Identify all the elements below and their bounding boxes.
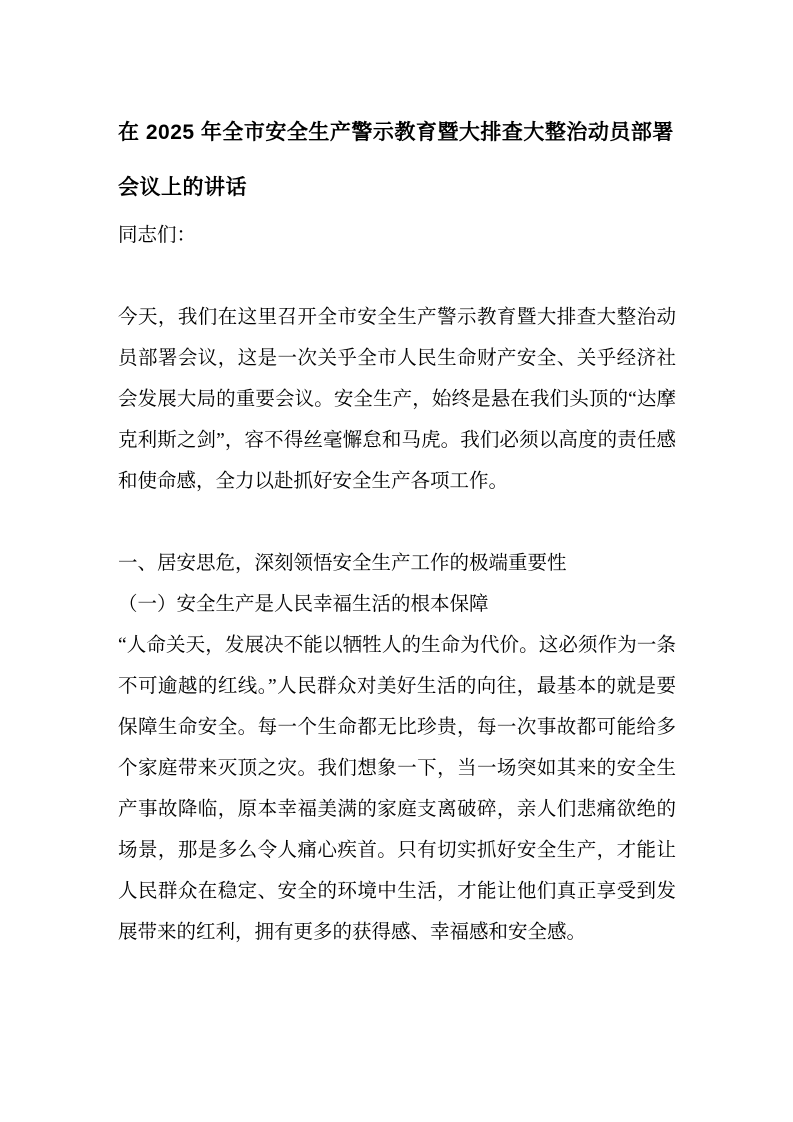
section-heading-1: 一、居安思危，深刻领悟安全生产工作的极端重要性 [118,553,567,574]
subsection-heading-1-1: （一）安全生产是人民幸福生活的根本保障 [118,594,489,615]
paragraph-section-1-1: “人命关天，发展决不能以牺牲人的生命为代价。这必须作为一条不可逾越的红线。”人民群众对美好生活的向往，最基本的就是要保障生命安全。每一个生命都无比珍贵，每一次事故都可能给多个家庭带来灭顶之灾。我们想象一下，当一场突如其来的安全生产事故降临，原本幸福美满的家庭支离破碎，亲人们悲痛欲绝的场景，那是多么令人痛心疾首。只有切实抓好安全生产，才能让人民群众在稳定、安全的环境中生活，才能让他们真正享受到发展带来的红利，拥有更多的获得感、幸福感和安全感。 [118,635,676,943]
paragraph-intro: 今天，我们在这里召开全市安全生产警示教育暨大排查大整治动员部署会议，这是一次关乎全市人民生命财产安全、关乎经济社会发展大局的重要会议。安全生产，始终是悬在我们头顶的“达摩克利斯之剑”，容不得丝毫懈怠和马虎。我们必须以高度的责任感和使命感，全力以赴抓好安全生产各项工作。 [118,307,676,492]
document-title: 在 2025 年全市安全生产警示教育暨大排查大整治动员部署会议上的讲话 [118,121,674,199]
salutation: 同志们： [118,225,197,246]
